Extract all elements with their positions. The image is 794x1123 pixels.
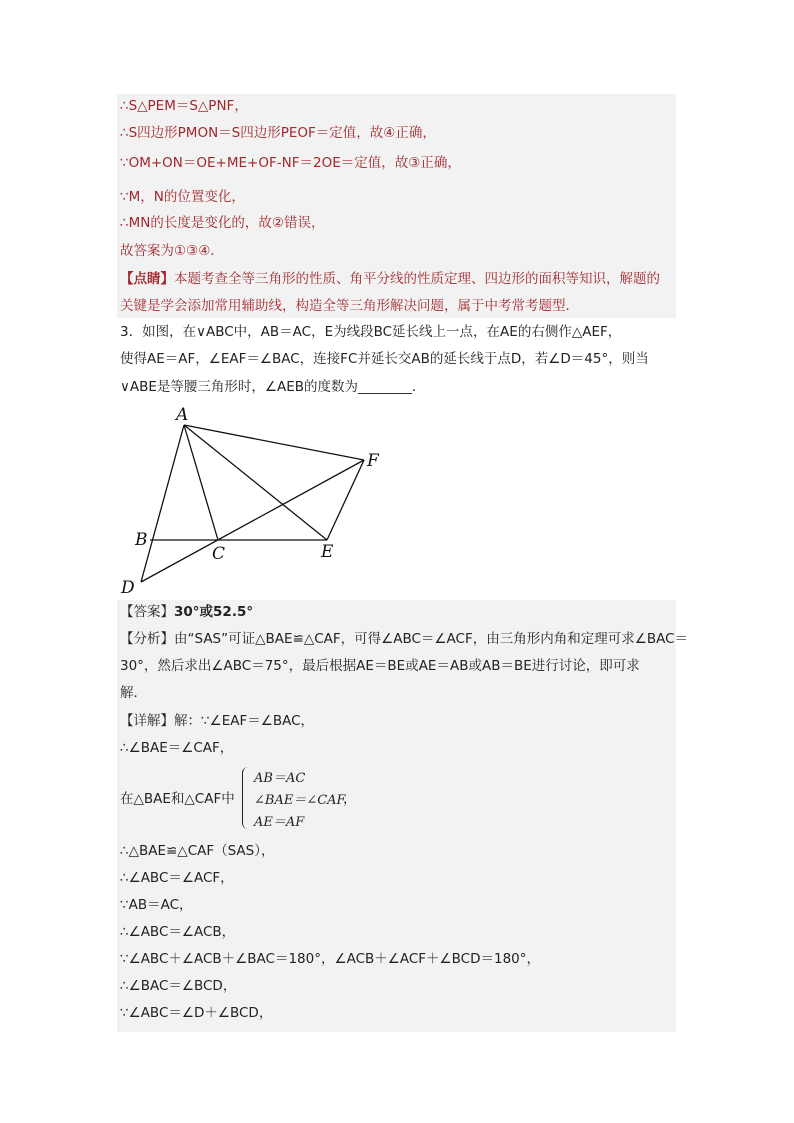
segment-AE — [184, 425, 327, 540]
solution-line-3: ∵OM+ON＝OE+ME+OF-NF＝2OE＝定值，故③正确， — [120, 155, 461, 171]
solution-line-2: ∴S四边形PMON＝S四边形PEOF＝定值，故④正确， — [120, 125, 436, 141]
detail-line-9: ∵∠ABC＝∠D＋∠BCD， — [120, 1005, 273, 1021]
analysis-line-1 — [120, 630, 688, 648]
system-suffix: ， — [343, 791, 357, 807]
detail-text-1: 解：∵∠EAF＝∠BAC， — [174, 713, 315, 729]
segment-AC — [184, 425, 218, 540]
system-eq-2: ∠BAE＝∠CAF — [254, 793, 346, 808]
detail-line-5: ∵AB＝AC， — [120, 897, 193, 913]
point-label-D: D — [121, 578, 135, 598]
question-line-3: ∨ABE是等腰三角形时，∠AEB的度数为________． — [120, 379, 426, 395]
system-eq-3: AE＝AF — [254, 815, 305, 830]
detail-line-6: ∴∠ABC＝∠ACB， — [120, 924, 236, 940]
answer-line — [120, 603, 253, 621]
detail-tag: 【详解】 — [120, 713, 174, 729]
geometry-figure — [115, 400, 395, 600]
equation-system — [242, 767, 346, 831]
solution-line-6: 故答案为①③④． — [120, 243, 224, 259]
detail-line-3: ∴△BAE≌△CAF（SAS）， — [120, 843, 275, 859]
detail-line-8: ∴∠BAC＝∠BCD， — [120, 978, 237, 994]
point-label-B: B — [135, 530, 148, 550]
point-label-F: F — [367, 451, 379, 471]
segment-EF — [327, 460, 364, 540]
detail-line-4: ∴∠ABC＝∠ACF， — [120, 870, 234, 886]
answer-text: 30°或52.5° — [174, 604, 254, 620]
detail-line-7: ∵∠ABC＋∠ACB＋∠BAC＝180°，∠ACB＋∠ACF＋∠BCD＝180°， — [120, 951, 541, 967]
point-label-C: C — [212, 544, 226, 564]
point-label-A: A — [176, 405, 189, 425]
detail-line-1 — [120, 712, 314, 730]
question-line-2: 使得AE＝AF，∠EAF＝∠BAC，连接FC并延长交AB的延长线于点D，若∠D＝45°，则当 — [120, 351, 649, 367]
analysis-line-3: 解． — [120, 685, 147, 701]
answer-tag: 【答案】 — [120, 604, 174, 620]
system-prefix: 在△BAE和△CAF中 — [120, 791, 235, 807]
analysis-line-2: 30°，然后求出∠ABC＝75°，最后根据AE＝BE或AE＝AB或AB＝BE进行讨论，即可求 — [120, 658, 640, 674]
comment-tag: 【点睛】 — [120, 271, 174, 287]
analysis-tag: 【分析】 — [120, 631, 174, 647]
segment-DF — [141, 460, 364, 582]
comment-text-1: 本题考查全等三角形的性质、角平分线的性质定理、四边形的面积等知识，解题的 — [174, 271, 660, 287]
analysis-text-1: 由“SAS”可证△BAE≌△CAF，可得∠ABC＝∠ACF，由三角形内角和定理可求∠BAC＝ — [174, 631, 689, 647]
segment-AD — [141, 425, 184, 582]
comment-line-2: 关键是学会添加常用辅助线，构造全等三角形解决问题，属于中考常考题型． — [120, 298, 579, 314]
detail-line-2: ∴∠BAE＝∠CAF， — [120, 740, 234, 756]
system-eq-1: AB＝AC — [254, 771, 306, 786]
solution-line-4: ∵M，N的位置变化， — [120, 189, 245, 205]
comment-line-1 — [120, 270, 660, 288]
system-brace — [242, 767, 251, 829]
question-line-1: 3．如图，在∨ABC中，AB＝AC，E为线段BC延长线上一点，在AE的右侧作△AEF， — [120, 324, 622, 340]
solution-line-1: ∴S△PEM＝S△PNF， — [120, 98, 248, 114]
segment-AF — [184, 425, 364, 460]
point-label-E: E — [321, 542, 334, 562]
solution-line-5: ∴MN的长度是变化的，故②错误， — [120, 215, 325, 231]
